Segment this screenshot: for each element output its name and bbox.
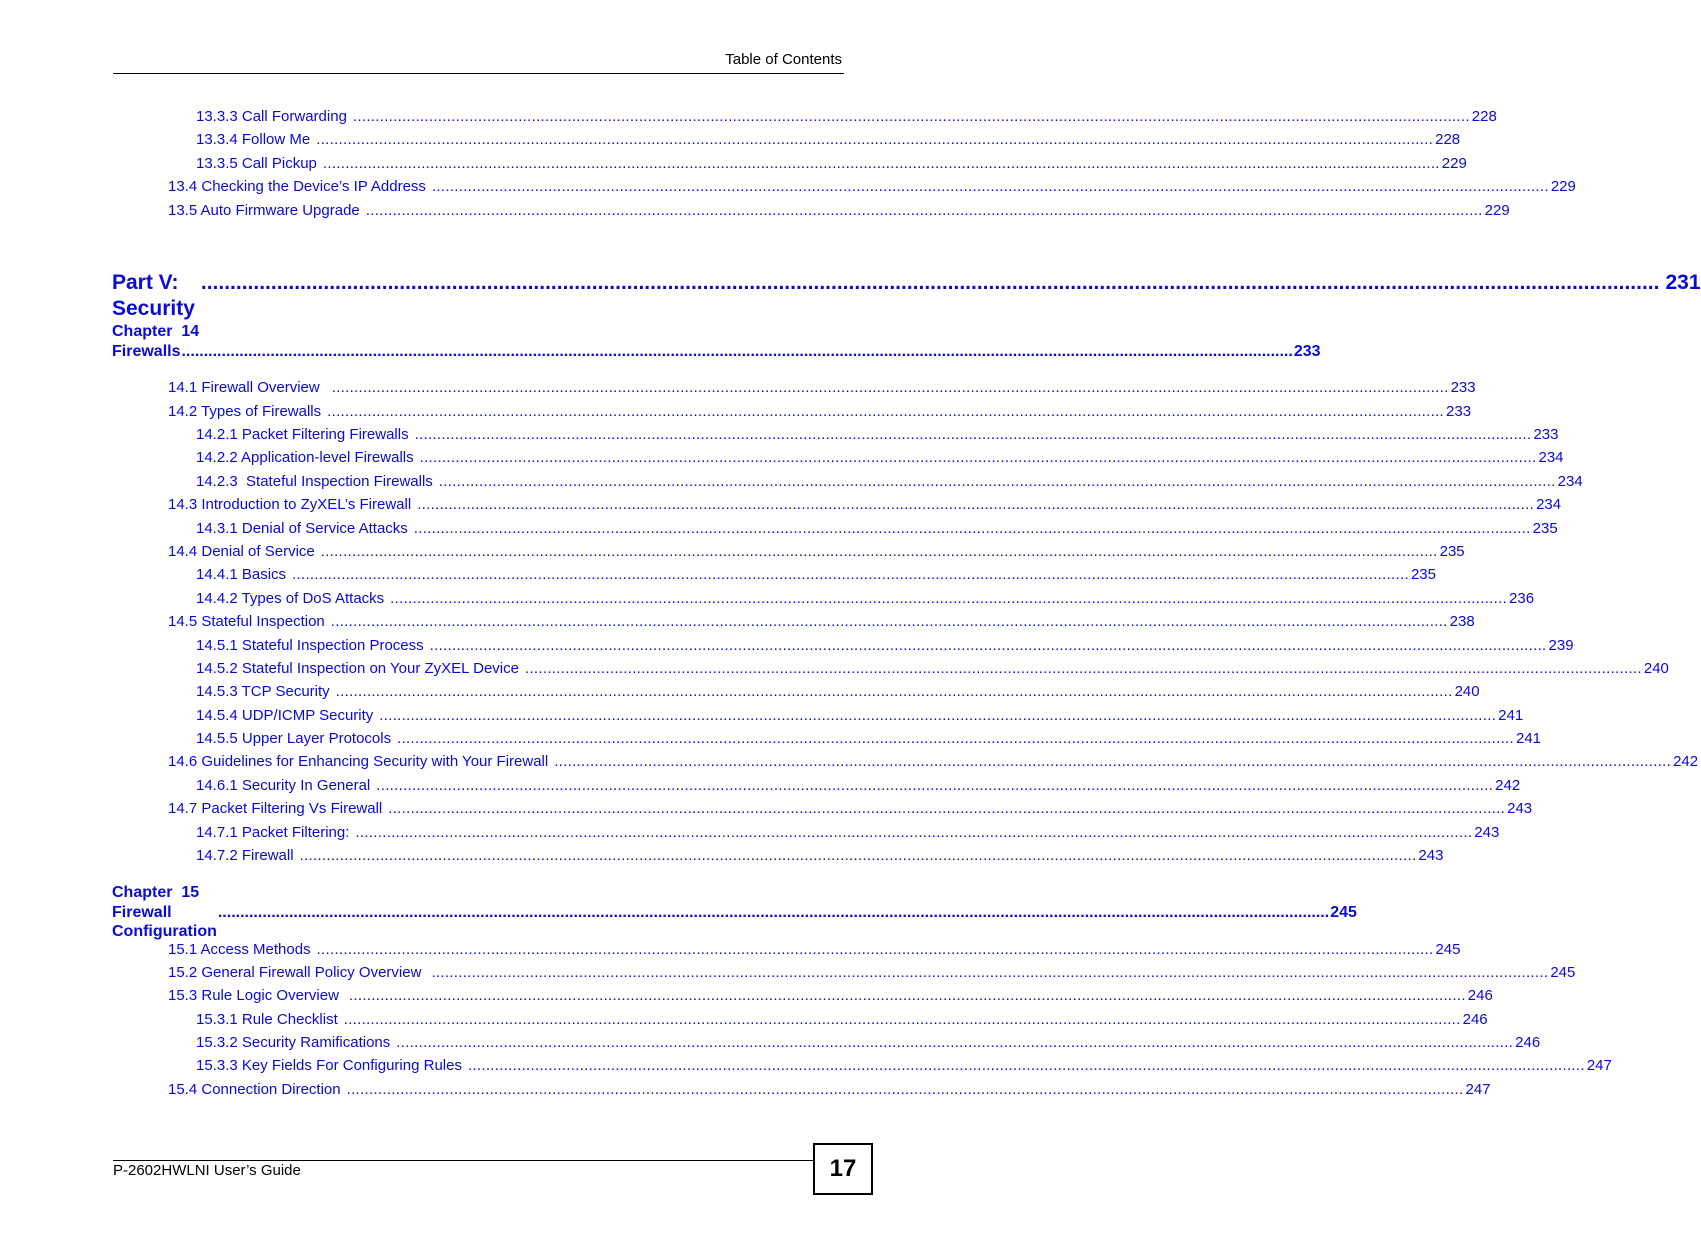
toc-entry[interactable]: 14.5.2 Stateful Inspection on Your ZyXEL Device .......................................................................................................................................................................................................................................................... 240 [196, 660, 1669, 677]
toc-entry[interactable]: 14.5 Stateful Inspection .......................................................................................................................................................................................................................................................... 238 [168, 613, 1475, 630]
toc-entry[interactable]: 14.4.2 Types of DoS Attacks .......................................................................................................................................................................................................................................................... 236 [196, 590, 1535, 607]
toc-entry[interactable]: 14.2.3 Stateful Inspection Firewalls .......................................................................................................................................................................................................................................................... 234 [196, 473, 1583, 490]
chapter-title-row[interactable]: Firewall Configuration .......................................................................................................................................................................................................................................................... 245 [112, 904, 1357, 940]
part-page: 231 [1665, 271, 1701, 294]
toc-entry[interactable]: 15.4 Connection Direction .......................................................................................................................................................................................................................................................... 247 [168, 1081, 1491, 1098]
toc-entry[interactable]: 15.3 Rule Logic Overview .......................................................................................................................................................................................................................................................... 246 [168, 987, 1493, 1004]
toc-entry[interactable]: 14.7.1 Packet Filtering: .......................................................................................................................................................................................................................................................... 243 [196, 824, 1500, 841]
toc-entry[interactable]: 14.6 Guidelines for Enhancing Security with Your Firewall .......................................................................................................................................................................................................................................................... 242 [168, 753, 1699, 770]
toc-entry[interactable]: 15.3.2 Security Ramifications .......................................................................................................................................................................................................................................................... 246 [196, 1034, 1541, 1051]
toc-entry[interactable]: 14.6.1 Security In General .......................................................................................................................................................................................................................................................... 242 [196, 777, 1521, 794]
toc-entry[interactable]: 13.3.4 Follow Me .......................................................................................................................................................................................................................................................... 228 [196, 131, 1461, 148]
page-number: 17 [829, 1155, 857, 1182]
toc-entry[interactable]: 14.4 Denial of Service .......................................................................................................................................................................................................................................................... 235 [168, 543, 1465, 560]
footer-guide-name: P-2602HWLNI User’s Guide [113, 1162, 301, 1179]
toc-entry[interactable]: 14.3.1 Denial of Service Attacks .......................................................................................................................................................................................................................................................... 235 [196, 520, 1558, 537]
toc-entry[interactable]: 14.2 Types of Firewalls .......................................................................................................................................................................................................................................................... 233 [168, 403, 1472, 420]
toc-entry[interactable]: 14.5.4 UDP/ICMP Security .......................................................................................................................................................................................................................................................... 241 [196, 707, 1524, 724]
toc-entry[interactable]: 14.5.3 TCP Security .......................................................................................................................................................................................................................................................... 240 [196, 683, 1480, 700]
toc-entry[interactable]: 14.4.1 Basics .......................................................................................................................................................................................................................................................... 235 [196, 566, 1436, 583]
part-title: Part V: Security [112, 271, 195, 320]
toc-entry[interactable]: 15.2 General Firewall Policy Overview .......................................................................................................................................................................................................................................................... 245 [168, 964, 1576, 981]
toc-entry[interactable]: 14.7.2 Firewall .......................................................................................................................................................................................................................................................... 243 [196, 847, 1444, 864]
chapter-title-row[interactable]: Firewalls .......................................................................................................................................................................................................................................................... 233 [112, 343, 1321, 360]
toc-entry[interactable]: 13.3.5 Call Pickup .......................................................................................................................................................................................................................................................... 229 [196, 155, 1467, 172]
toc-entry[interactable]: 13.3.3 Call Forwarding .......................................................................................................................................................................................................................................................... 228 [196, 108, 1497, 125]
toc-entry[interactable]: 14.7 Packet Filtering Vs Firewall .......................................................................................................................................................................................................................................................... 243 [168, 800, 1533, 817]
page-number-box [813, 1143, 873, 1195]
toc-entry[interactable]: 14.2.2 Application-level Firewalls .......................................................................................................................................................................................................................................................... 234 [196, 449, 1564, 466]
toc-entry[interactable]: 13.4 Checking the Device’s IP Address .......................................................................................................................................................................................................................................................... 229 [168, 178, 1576, 195]
chapter-label: Chapter 14 [112, 323, 200, 340]
chapter-label: Chapter 15 [112, 884, 200, 901]
toc-entry[interactable]: 14.3 Introduction to ZyXEL’s Firewall .......................................................................................................................................................................................................................................................... 234 [168, 496, 1562, 513]
running-header: Table of Contents [725, 51, 842, 68]
toc-entry[interactable]: 14.2.1 Packet Filtering Firewalls .......................................................................................................................................................................................................................................................... 233 [196, 426, 1559, 443]
chapter-page: 245 [1330, 904, 1357, 921]
toc-entry[interactable]: 15.1 Access Methods .......................................................................................................................................................................................................................................................... 245 [168, 941, 1461, 958]
chapter-page: 233 [1293, 343, 1321, 360]
chapter-title: Firewalls [112, 343, 181, 360]
toc-entry[interactable]: 15.3.1 Rule Checklist .......................................................................................................................................................................................................................................................... 246 [196, 1011, 1488, 1028]
part-heading[interactable]: Part V: Security .......................................................................................................................................................................................................................................................... 231 [112, 271, 1701, 320]
toc-entry[interactable]: 14.1 Firewall Overview .......................................................................................................................................................................................................................................................... 233 [168, 379, 1476, 396]
toc-entry[interactable]: 14.5.5 Upper Layer Protocols .......................................................................................................................................................................................................................................................... 241 [196, 730, 1542, 747]
chapter-title: Firewall Configuration [112, 904, 217, 940]
toc-entry[interactable]: 13.5 Auto Firmware Upgrade .......................................................................................................................................................................................................................................................... 229 [168, 202, 1510, 219]
toc-entry[interactable]: 14.5.1 Stateful Inspection Process .......................................................................................................................................................................................................................................................... 239 [196, 637, 1574, 654]
toc-entry[interactable]: 15.3.3 Key Fields For Configuring Rules .......................................................................................................................................................................................................................................................... 247 [196, 1057, 1612, 1074]
footer-rule [113, 1160, 813, 1161]
